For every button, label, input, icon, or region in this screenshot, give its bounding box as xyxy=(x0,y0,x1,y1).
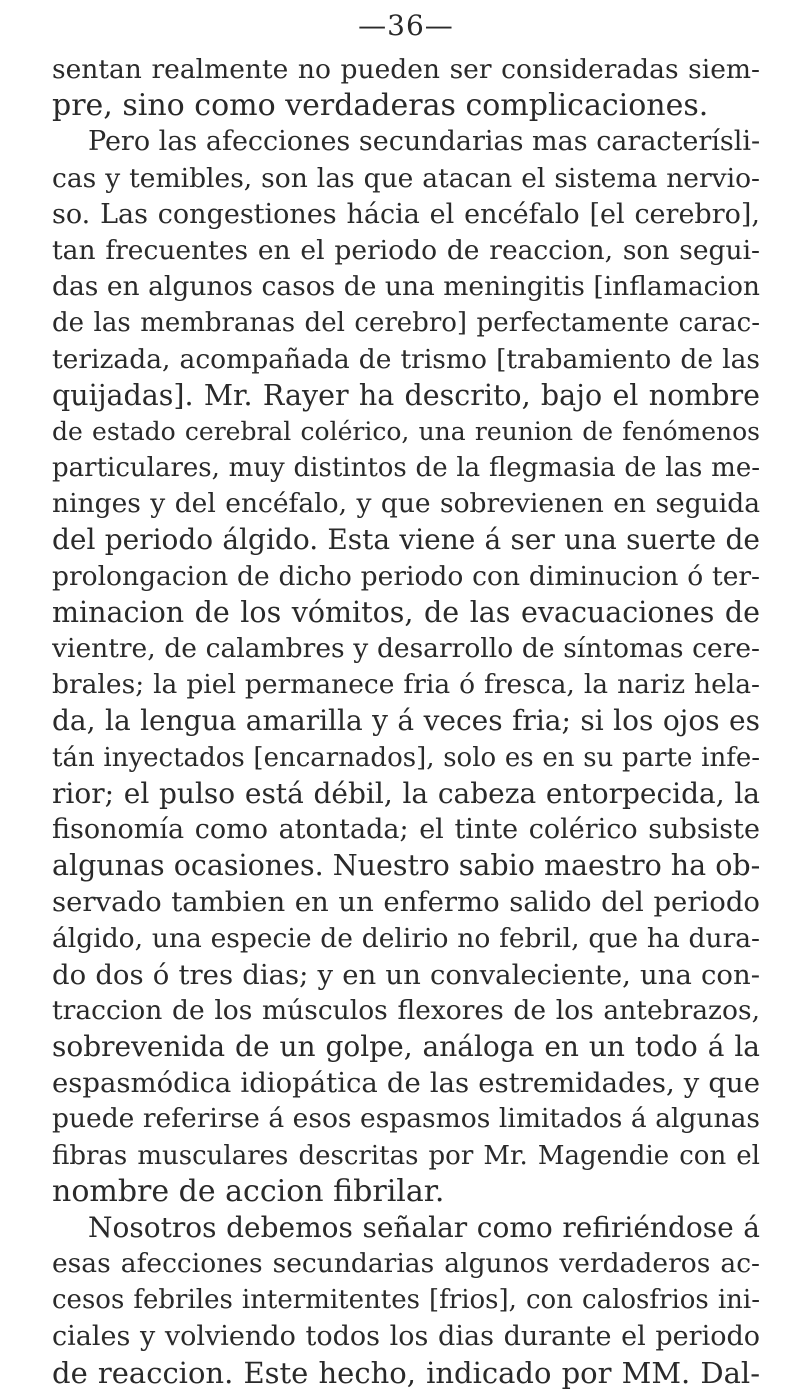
text-line: de las membranas del cerebro] perfectamente carac- xyxy=(52,308,760,339)
text-line: Pero las afecciones secundarias mas caracterísli- xyxy=(88,126,760,158)
text-line: pre, sino como verdaderas complicaciones. xyxy=(52,88,709,124)
text-line: da, la lengua amarilla y á veces fria; si los ojos es xyxy=(52,704,760,738)
text-line: brales; la piel permanece fria ó fresca, la nariz hela- xyxy=(52,669,760,701)
text-line: sobrevenida de un golpe, análoga en un todo á la xyxy=(52,1030,760,1064)
text-line: do dos ó tres dias; y en un convaleciente, una con- xyxy=(52,958,760,991)
text-line: cesos febriles intermitentes [frios], con calosfrios ini- xyxy=(52,1285,760,1316)
text-line: esas afecciones secundarias algunos verdaderos ac- xyxy=(52,1248,760,1280)
text-line: de estado cerebral colérico, una reunion de fenómenos xyxy=(52,416,760,446)
text-line: sentan realmente no pueden ser consideradas siem- xyxy=(52,54,760,85)
text-line: particulares, muy distintos de la flegmasia de las me- xyxy=(52,453,760,484)
text-line: algunas ocasiones. Nuestro sabio maestro ha ob- xyxy=(52,849,760,883)
text-line: cas y temibles, son las que atacan el sistema nervio- xyxy=(52,162,760,194)
paragraph-2 xyxy=(52,124,760,1210)
text-line: tan frecuentes en el periodo de reaccion, son segui- xyxy=(52,234,760,266)
text-line: nombre de accion fibrilar. xyxy=(52,1173,445,1209)
text-line: puede referirse á esos espasmos limitados á algunas xyxy=(52,1103,760,1135)
text-line: fibras musculares descritas por Mr. Magendie con el xyxy=(52,1140,760,1171)
text-line: del periodo álgido. Esta viene á ser una suerte de xyxy=(52,523,760,557)
text-line: espasmódica idiopática de las estremidades, y que xyxy=(52,1067,760,1100)
text-line: so. Las congestiones hácia el encéfalo [el cerebro], xyxy=(52,198,760,230)
text-line: minacion de los vómitos, de las evacuaciones de xyxy=(52,595,760,629)
text-line: quijadas]. Mr. Rayer ha descrito, bajo el nombre xyxy=(52,378,760,412)
text-line: ninges y del encéfalo, y que sobrevienen en seguida xyxy=(52,488,760,520)
text-line: prolongacion de dicho periodo con diminucion ó ter- xyxy=(52,560,760,592)
paragraph-3 xyxy=(52,1210,760,1391)
page-number: —36— xyxy=(358,9,454,42)
text-line: fisonomía como atontada; el tinte colérico subsiste xyxy=(52,813,760,845)
text-line: ciales y volviendo todos los dias durante el periodo xyxy=(52,1320,760,1352)
text-line: rior; el pulso está débil, la cabeza entorpecida, la xyxy=(52,776,760,810)
text-line: vientre, de calambres y desarrollo de síntomas cere- xyxy=(52,633,760,664)
paragraph-1 xyxy=(52,52,760,124)
text-line: servado tambien en un enfermo salido del periodo xyxy=(52,886,760,919)
text-line: terizada, acompañada de trismo [trabamiento de las xyxy=(52,343,760,375)
text-line: traccion de los músculos flexores de los antebrazos, xyxy=(52,994,760,1026)
text-line: de reaccion. Este hecho, indicado por MM. Dal- xyxy=(52,1355,760,1390)
text-line: Nosotros debemos señalar como refiriéndose á xyxy=(88,1211,760,1244)
text-line: tán inyectados [encarnados], solo es en su parte infe- xyxy=(52,742,760,773)
text-line: das en algunos casos de una meningitis [inflamacion xyxy=(52,271,760,303)
text-line: álgido, una especie de delirio no febril, que ha dura- xyxy=(52,922,760,954)
